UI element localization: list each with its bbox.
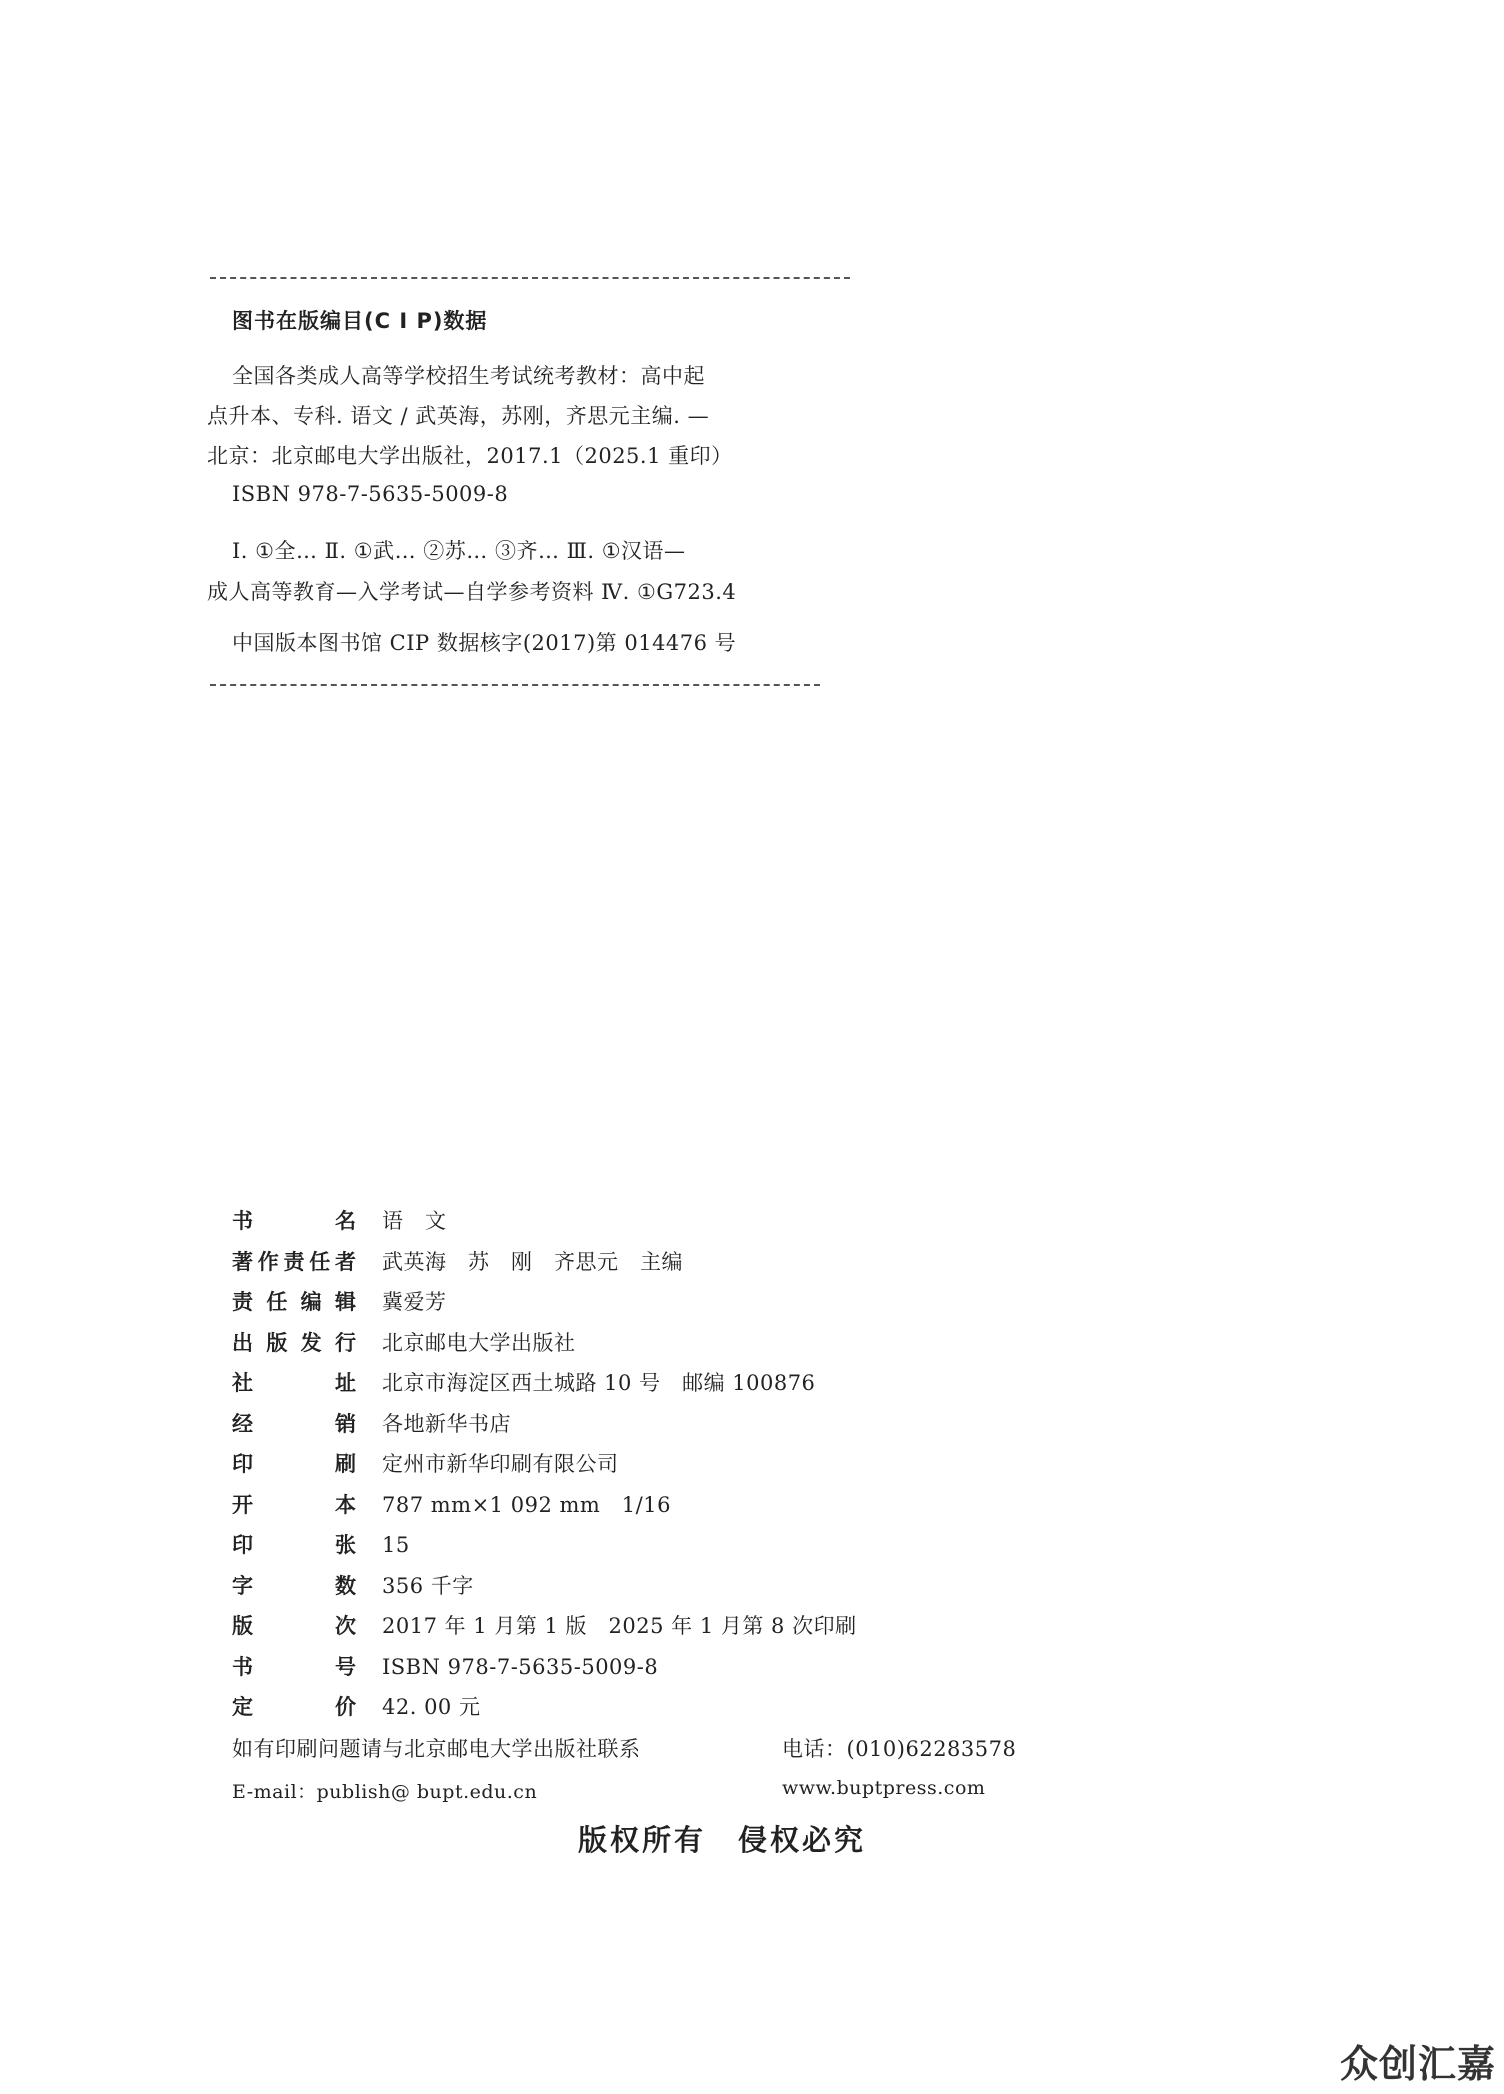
- spec-label: 责 任 编 辑: [232, 1290, 356, 1314]
- spec-row: [232, 1528, 410, 1562]
- spec-row: [232, 1326, 576, 1360]
- cip-classification-line-2: 成人高等教育—入学考试—自学参考资料 Ⅳ. ①G723.4: [207, 580, 737, 604]
- spec-row: [232, 1366, 815, 1400]
- spec-row: [232, 1285, 447, 1319]
- spec-value: 787 mm×1 092 mm 1/16: [382, 1492, 671, 1517]
- spec-label: 著 作 责 任 者: [232, 1249, 356, 1274]
- cip-top-divider: [210, 277, 850, 279]
- spec-value: 15: [382, 1533, 410, 1557]
- spec-value: 冀爱芳: [382, 1290, 447, 1314]
- print-problem-notice: 如有印刷问题请与北京邮电大学出版社联系: [232, 1737, 641, 1761]
- cip-heading: 图书在版编目(C I P)数据: [232, 309, 488, 333]
- spec-label: 出 版 发 行: [232, 1330, 356, 1355]
- cip-title-line-1: 全国各类成人高等学校招生考试统考教材：高中起: [232, 364, 705, 388]
- spec-value: 定州市新华印刷有限公司: [382, 1452, 619, 1476]
- spec-value: 北京邮电大学出版社: [382, 1330, 576, 1355]
- cip-title-line-3: 北京：北京邮电大学出版社，2017.1（2025.1 重印）: [207, 444, 733, 468]
- spec-label: 定 价: [232, 1695, 356, 1719]
- spec-label: 印 刷: [232, 1452, 356, 1476]
- spec-label: 版 次: [232, 1614, 356, 1638]
- spec-value: ISBN 978-7-5635-5009-8: [382, 1654, 659, 1679]
- spec-value: 2017 年 1 月第 1 版 2025 年 1 月第 8 次印刷: [382, 1614, 857, 1638]
- spec-value: 356 千字: [382, 1573, 474, 1598]
- cip-isbn-line: ISBN 978-7-5635-5009-8: [232, 482, 509, 506]
- spec-label: 印 张: [232, 1533, 356, 1557]
- publisher-website: www.buptpress.com: [782, 1777, 986, 1799]
- spec-row: [232, 1690, 480, 1724]
- spec-label: 开 本: [232, 1492, 356, 1517]
- spec-row: [232, 1488, 671, 1522]
- spec-row: [232, 1650, 658, 1684]
- spec-value: 北京市海淀区西土城路 10 号 邮编 100876: [382, 1371, 816, 1395]
- spec-value: 武英海 苏 刚 齐思元 主编: [382, 1249, 683, 1274]
- cip-bottom-divider: [210, 684, 820, 686]
- spec-label: 社 址: [232, 1371, 356, 1395]
- spec-row: [232, 1569, 474, 1603]
- contact-email: E-mail：publish@ bupt.edu.cn: [232, 1781, 538, 1803]
- spec-value: 语 文: [382, 1209, 447, 1233]
- watermark-logo: 众创汇嘉: [1339, 2042, 1496, 2086]
- spec-label: 字 数: [232, 1573, 356, 1598]
- spec-value: 42. 00 元: [382, 1695, 481, 1719]
- spec-label: 经 销: [232, 1411, 356, 1436]
- spec-row: [232, 1204, 447, 1238]
- spec-label: 书 号: [232, 1654, 356, 1679]
- spec-row: [232, 1609, 857, 1643]
- contact-phone: 电话：(010)62283578: [782, 1737, 1017, 1761]
- spec-row: [232, 1447, 619, 1481]
- cip-record-number: 中国版本图书馆 CIP 数据核字(2017)第 014476 号: [232, 631, 737, 655]
- spec-row: [232, 1245, 683, 1279]
- spec-label: 书 名: [232, 1209, 356, 1233]
- cip-title-line-2: 点升本、专科. 语文 / 武英海，苏刚，齐思元主编. —: [207, 404, 710, 428]
- spec-row: [232, 1407, 511, 1441]
- spec-value: 各地新华书店: [382, 1411, 511, 1436]
- copyright-notice: 版权所有 侵权必究: [578, 1823, 867, 1857]
- cip-classification-line-1: Ⅰ. ①全… Ⅱ. ①武… ②苏… ③齐… Ⅲ. ①汉语—: [232, 539, 686, 563]
